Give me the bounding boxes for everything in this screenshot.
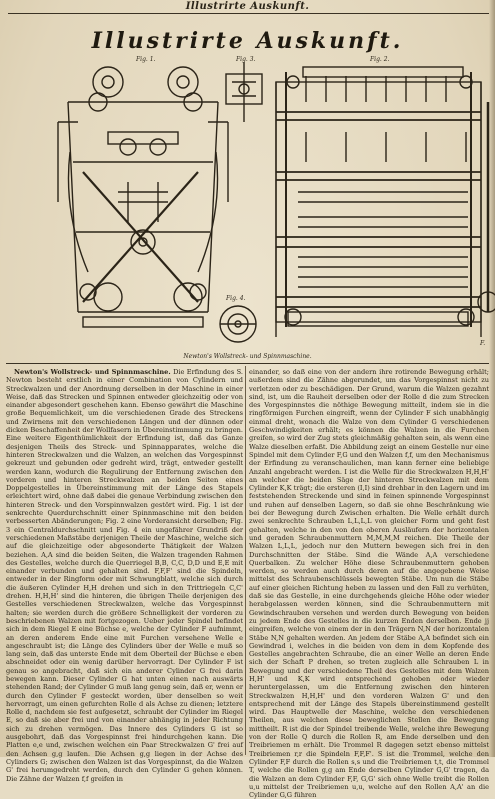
spinning-machine-illustration xyxy=(48,62,495,350)
top-rule xyxy=(8,13,489,14)
figure-caption: Newton's Wollstreck- und Spinnmaschine. xyxy=(183,353,312,360)
fig1-label: Fig. 1. xyxy=(136,56,156,63)
article-left-text: Die Erfindung des S. Newton besteht erstlich in einer Combination von Cylindern und Streckwalzen und der Anordnung derselben in der Maschine in einer Weise, daß das Strecken und Spinnen entweder gleichzeitig oder von einander abgesondert geschehen kann. Ebenso gewährt die Maschine große Bequemlichkeit, um die verschiedenen Grade des Streckens und Zwirnens mit den verschiedenen Längen und der dünnen oder dicken Beschaffenheit der Wollfasern in Übereinstimmung zu bringen. Eine weitere Eigenthümlichkeit der Erfindung ist, daß das Ganze desjenigen Theils des Streck- und Spinnapparates, welche die hinteren Streckwalzen und die Walzen, an welchen das Vorgespinnst gekreuzt und gebunden oder gedreht wird, trägt, entweder gestellt werden kann, wodurch die Regulirung der Entfernung zwischen den vorderen und hinteren Streckwalzen an beiden Seiten eines Doppelgestelles in Übereinstimmung mit der Länge des Stapels erleichtert wird, ohne daß dabei die genaue Verbindung zwischen den hinteren Streck- und den Vorspinnwalzen gestört wird. Fig. 1 ist der senkrechte Querdurchschnitt einer Spinnmaschine mit den beiden verbesserten Abänderungen; Fig. 2 eine Vorderansicht derselben; Fig. 3 ein Centraldurchschnitt und Fig. 4 ein ungefährer Grundriß der verschiedenen Maßstäbe derjenigen Theile der Maschine, welche sich auf die gleichzeitige oder abgesonderte Thätigkeit der Walzen beziehen. A,A sind die beiden Seiten, die Walzen tragenden Rahmen des Gestelles, welche durch die Querriegel B,B, C,C, D,D und E,E mit einander verbunden und gehalten sind. F,F,F' sind die Spindeln, entweder in der Ringform oder mit Schwungblatt, welche sich durch die äußeren Cylinder H,H drehen und sich in den Trittriegeln C,C' drehen. H,H,H' sind die hinteren, die übrigen Theile derjenigen des Gestelles verschiedenen Streckwalzen, welche das Vorgespinnst halten; sie werden durch die größere Schnelligkeit der vorderen zu beschriebenen Walzen mit fortgezogen. Ueber jeder Spindel befindet sich in dem Riegel E eine Büchse e, welche der Cylinder F aufnimmt, an deren anderem Ende eine mit Furchen versehene Welle e angeschraubt ist; die Länge des Cylinders über der Welle e muß so lang sein, daß das unterste Ende mit dem Oberteil der Büchse e eben abschneidet oder ein wenig darüber hervorragt. Der Cylinder F ist genau so angebracht, daß sich ein anderer Cylinder G frei darin bewegen kann. Dieser Cylinder G hat unten einen nach auswärts stehenden Rand; der Cylinder G muß lang genug sein, daß er, wenn er durch den Cylinder F gesteckt worden, über denselben so weit hervorragt, um einen gefurchten Rolle d als Achse zu dienen; letztere Rolle d, nachdem sie fest aufgesetzt, schraubt der Cylinder im Riegel E, so daß sie aber frei und von einander abhängig in jeder Richtung sich zu drehen vermögen. Das Innere des Cylinders G ist so ausgebohrt, daß das Vorgespinnst frei hindurchgehen kann. Die Platten e,e und, zwischen welchen ein Paar Streckwalzen G' frei auf den Achsen g,g laufen. Die Achsen g,g liegen in der Achse des Cylinders G; zwischen den Walzen ist das Vorgespinnst, da die Walzen G' frei herumgedreht werden, durch den Cylinder G gehen können. Die Zähne der Walzen f,f greifen in xyxy=(6,368,243,783)
fig3-label: Fig. 3. xyxy=(236,56,256,63)
running-head: Illustrirte Auskunft. xyxy=(185,1,310,12)
column-divider xyxy=(245,366,246,755)
engraver-mark: F. xyxy=(480,340,486,347)
page-title: Illustrirte Auskunft. xyxy=(91,28,404,54)
caption-rule xyxy=(6,363,489,364)
fig2-label: Fig. 2. xyxy=(370,56,390,63)
article-column-right xyxy=(249,368,489,799)
article-lead: Newton's Wollstreck- und Spinnmaschine. xyxy=(14,368,171,376)
article-right-text: einander, so daß eine von der andern ihre rotirende Bewegung erhält; außerdem sind die Zähne abgerundet, um das Vorgespinnst nicht zu verletzen oder zu beschädigen. Der Grund, warum die Walzen gezahnt sind, ist, um die Rauheit derselben oder der Rolle d die zum Strecken des Vorgespinnstes die nöthige Bewegung mitteilt, indem sie in die ringförmigen Furchen eingreift, wenn der Cylinder F sich unabhängig einmal dreht, wonach die Walze von dem Cylinder G verschiedenen Geschwindigkeiten erhält; es können die Walzen in die Furchen greifen, so wird der Zug stets gleichmäßig gehalten sein, als wenn eine Walze dieselben erfaßt. Die Abbildung zeigt an einem Gestelle nur eine Spindel mit dem Cylinder F,G und den Walzen f,f, um den Mechanismus der Erfindung zu veranschaulichen, man kann ferner eine beliebige Anzahl angebracht werden. I ist die Welle für die Streckwalzen H,H,H' an welcher die beiden Säge der hinteren Streckwalzen mit dem Cylinder K,K trägt; die ersteren (I,I) sind drehbar in den Lagern und im feststehenden Streckende und sind in feinen spinnende Vorgespinnst und ruhen auf denselben Lagern, so daß sie ohne Beschränkung wie bei der Bewegung durch Zwischen erhalten. Die Welle erhält durch zwei senkrechte Schrauben L,L,L,L von gleicher Form und geht fest gehalten, welche in den von den oberen Ausläufern der horizontalen und geraden Schraubenmuttern M,M,M,M reichen. Die Theile der Walzen L,L,L, jedoch nur den Muttern bewegen sich frei in den Durchschnitten der Stäbe. Sind die Wände A,A verschiedene Querbalken. Zu welcher Höhe diese Schraubenmuttern gehoben werden, so werden auch durch deren auf die angegebene Weise mittelst des Schraubenschlüssels bewegten Stäbe. Um nun die Stäbe auf einer gleichen Richtung heben zu lassen und den Fall zu verhüten, daß sie das Gestelle, in eine durchgehends gleiche Höhe oder wieder herabgelassen werden können, sind die Schraubenmuttern mit Gewindschrauben versehen und werden durch Bewegung von beiden zu jedem Ende des Gestelles in die kurzen Enden derselben. Ende jj eingreifen, welche von einem der in den Trägern N,N der horizontalen Stäbe N,N gehalten werden. An jedem der Stäbe A,A befindet sich ein Gewindrad i, welches in die beiden von dem in dem Kopfende des Gestelles angebrachten Schraube, die an einer Welle an deren Ende sich der Schaft P drehen, so treten zugleich alle Schrauben L in Bewegung und der verschiedene Theil des Gestelles mit dem Walzen H,H' und K,K wird entsprechend gehoben oder wieder heruntergelassen, um die Entfernung zwischen den hinteren Streckwalzen H,H,H' und den vorderen Walzen G' und den entsprechend mit der Länge des Stapels übereinstimmend gestellt wird. Das Hauptwelle der Maschine, welche den verschiedenen Theilen, aus welchen diese beweglichen Stellen die Bewegung mittheilt. R ist die der Spindel treibende Welle, welche ihre Bewegung von der Rolle Q durch die Rollen R, am Ende derselben und den Treibriemen m erhält. Die Trommel R dagegen setzt ebenso mittelst Treibriemen r,r die Spindeln F,F,F'. S ist die Trommel, welche den Cylinder F,F durch die Rollen s,s und die Treibriemen t,t, die Trommel T, welche die Rollen g,g am Ende derselben Cylinder G,G' tragen, da die Walzen an dem Cylinder F,F, G,G' sich ohne Welle treibt die Rollen u,u mittelst der Treibriemen u,u, welche auf den Rollen A,A' an die Cylinder G,G führen xyxy=(249,368,489,799)
machine-engraving xyxy=(48,62,495,350)
article-column-left xyxy=(6,368,243,783)
fig4-label: Fig. 4. xyxy=(226,295,246,302)
page-edge-shadow xyxy=(489,0,495,757)
